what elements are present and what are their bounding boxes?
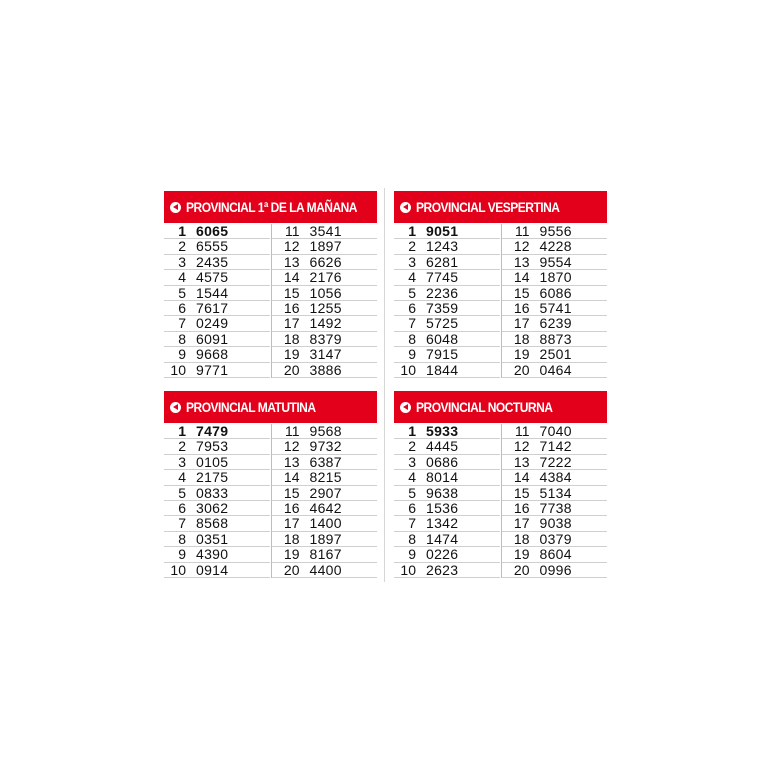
result-position: 2 bbox=[178, 238, 186, 255]
result-row bbox=[394, 301, 500, 316]
result-number: 9638 bbox=[426, 484, 459, 501]
result-number: 2176 bbox=[309, 269, 342, 286]
result-number: 1897 bbox=[309, 238, 342, 255]
result-row bbox=[502, 332, 608, 347]
result-row bbox=[502, 455, 608, 470]
results-panel bbox=[164, 391, 377, 578]
result-number: 4390 bbox=[196, 546, 229, 563]
result-row bbox=[272, 255, 378, 270]
result-position: 15 bbox=[513, 284, 530, 301]
result-number: 6048 bbox=[426, 330, 459, 347]
result-position: 15 bbox=[513, 484, 530, 501]
result-position: 1 bbox=[408, 423, 416, 439]
result-number: 8873 bbox=[539, 330, 572, 347]
result-row bbox=[502, 363, 608, 378]
result-position: 16 bbox=[513, 499, 530, 516]
arrow-left-icon bbox=[170, 402, 181, 413]
arrow-left-icon bbox=[400, 202, 411, 213]
result-number: 9554 bbox=[539, 253, 572, 270]
result-row bbox=[164, 363, 270, 378]
winning-number: 9051 bbox=[426, 223, 459, 239]
result-row bbox=[394, 547, 500, 562]
arrow-left-icon bbox=[170, 202, 181, 213]
result-row bbox=[394, 532, 500, 547]
result-row bbox=[272, 486, 378, 501]
result-number: 6387 bbox=[309, 453, 342, 470]
result-row bbox=[394, 424, 500, 439]
result-position: 6 bbox=[408, 499, 416, 516]
result-position: 18 bbox=[513, 530, 530, 547]
panel-header bbox=[394, 191, 607, 223]
result-row bbox=[394, 501, 500, 516]
result-row bbox=[394, 270, 500, 285]
result-row bbox=[502, 547, 608, 562]
result-position: 15 bbox=[283, 484, 300, 501]
result-number: 7953 bbox=[196, 438, 229, 455]
result-position: 3 bbox=[408, 453, 416, 470]
result-position: 12 bbox=[513, 438, 530, 455]
result-number: 6091 bbox=[196, 330, 229, 347]
result-row bbox=[272, 501, 378, 516]
result-number: 4400 bbox=[309, 561, 342, 578]
result-number: 1255 bbox=[309, 299, 342, 316]
result-position: 9 bbox=[408, 546, 416, 563]
result-number: 2175 bbox=[196, 469, 229, 486]
result-number: 4642 bbox=[309, 499, 342, 516]
result-row bbox=[272, 239, 378, 254]
result-row bbox=[272, 347, 378, 362]
arrow-left-icon bbox=[400, 402, 411, 413]
result-number: 1870 bbox=[539, 269, 572, 286]
result-row bbox=[502, 286, 608, 301]
result-position: 17 bbox=[283, 315, 300, 332]
result-position: 19 bbox=[513, 546, 530, 563]
result-number: 0105 bbox=[196, 453, 229, 470]
result-position: 20 bbox=[513, 561, 530, 578]
result-position: 7 bbox=[178, 515, 186, 532]
panel-header bbox=[394, 391, 607, 423]
result-row bbox=[394, 563, 500, 578]
result-row bbox=[394, 332, 500, 347]
result-position: 19 bbox=[513, 346, 530, 363]
result-position: 13 bbox=[513, 453, 530, 470]
results-column bbox=[501, 224, 608, 378]
result-number: 9668 bbox=[196, 346, 229, 363]
result-row bbox=[272, 455, 378, 470]
results-column bbox=[164, 224, 270, 378]
result-row bbox=[502, 516, 608, 531]
result-position: 1 bbox=[178, 223, 186, 239]
panel-title: PROVINCIAL VESPERTINA bbox=[416, 199, 560, 215]
result-number: 0379 bbox=[539, 530, 572, 547]
result-number: 2501 bbox=[539, 346, 572, 363]
result-number: 3886 bbox=[309, 361, 342, 378]
result-position: 10 bbox=[400, 561, 416, 578]
panel-title: PROVINCIAL 1ª DE LA MAÑANA bbox=[186, 199, 357, 215]
panel-header bbox=[164, 191, 377, 223]
result-number: 0226 bbox=[426, 546, 459, 563]
result-row bbox=[394, 516, 500, 531]
result-position: 20 bbox=[283, 561, 300, 578]
result-row bbox=[394, 255, 500, 270]
result-row bbox=[502, 224, 608, 239]
result-row bbox=[394, 455, 500, 470]
result-position: 17 bbox=[513, 515, 530, 532]
panel-header bbox=[164, 391, 377, 423]
result-position: 14 bbox=[513, 469, 530, 486]
result-position: 17 bbox=[513, 315, 530, 332]
results-column bbox=[271, 224, 378, 378]
result-number: 4384 bbox=[539, 469, 572, 486]
result-row bbox=[502, 563, 608, 578]
result-position: 18 bbox=[283, 530, 300, 547]
result-row bbox=[164, 239, 270, 254]
result-number: 4445 bbox=[426, 438, 459, 455]
result-position: 11 bbox=[514, 423, 530, 439]
result-row bbox=[164, 547, 270, 562]
result-position: 19 bbox=[283, 346, 300, 363]
result-number: 1400 bbox=[309, 515, 342, 532]
result-row bbox=[272, 332, 378, 347]
result-position: 6 bbox=[408, 299, 416, 316]
result-position: 9 bbox=[178, 546, 186, 563]
result-position: 10 bbox=[400, 361, 416, 378]
result-row bbox=[164, 270, 270, 285]
result-row bbox=[394, 470, 500, 485]
result-position: 13 bbox=[513, 253, 530, 270]
result-position: 12 bbox=[283, 238, 300, 255]
result-row bbox=[164, 332, 270, 347]
result-number: 1056 bbox=[309, 284, 342, 301]
result-position: 8 bbox=[408, 530, 416, 547]
result-number: 4575 bbox=[196, 269, 229, 286]
panel-title: PROVINCIAL NOCTURNA bbox=[416, 399, 553, 415]
panel-title: PROVINCIAL MATUTINA bbox=[186, 399, 316, 415]
result-number: 5134 bbox=[539, 484, 572, 501]
result-row bbox=[502, 239, 608, 254]
result-row bbox=[164, 439, 270, 454]
result-position: 11 bbox=[284, 423, 300, 439]
result-number: 7745 bbox=[426, 269, 459, 286]
result-number: 6281 bbox=[426, 253, 459, 270]
result-row bbox=[164, 301, 270, 316]
result-row bbox=[272, 439, 378, 454]
result-number: 7915 bbox=[426, 346, 459, 363]
result-number: 2623 bbox=[426, 561, 459, 578]
results-panel bbox=[164, 191, 377, 378]
result-row bbox=[394, 347, 500, 362]
result-row bbox=[164, 255, 270, 270]
winning-number: 6065 bbox=[196, 223, 229, 239]
result-number: 4228 bbox=[539, 238, 572, 255]
result-number: 0351 bbox=[196, 530, 229, 547]
result-row bbox=[502, 532, 608, 547]
result-number: 9732 bbox=[309, 438, 342, 455]
result-number: 8014 bbox=[426, 469, 459, 486]
result-row bbox=[164, 455, 270, 470]
result-row bbox=[164, 486, 270, 501]
result-row bbox=[502, 255, 608, 270]
result-number: 2435 bbox=[196, 253, 229, 270]
results-column bbox=[501, 424, 608, 578]
result-number: 8167 bbox=[309, 546, 342, 563]
result-number: 6626 bbox=[309, 253, 342, 270]
result-position: 3 bbox=[408, 253, 416, 270]
result-position: 4 bbox=[178, 469, 186, 486]
result-position: 16 bbox=[283, 499, 300, 516]
result-number: 0914 bbox=[196, 561, 229, 578]
result-number: 8568 bbox=[196, 515, 229, 532]
result-number: 6086 bbox=[539, 284, 572, 301]
result-row bbox=[272, 301, 378, 316]
result-row bbox=[272, 547, 378, 562]
result-position: 7 bbox=[408, 315, 416, 332]
result-row bbox=[502, 316, 608, 331]
result-row bbox=[164, 224, 270, 239]
result-row bbox=[272, 532, 378, 547]
result-position: 18 bbox=[513, 330, 530, 347]
result-row bbox=[272, 286, 378, 301]
result-row bbox=[394, 363, 500, 378]
result-row bbox=[272, 316, 378, 331]
result-row bbox=[164, 532, 270, 547]
result-position: 11 bbox=[284, 223, 300, 239]
result-number: 8379 bbox=[309, 330, 342, 347]
result-position: 12 bbox=[513, 238, 530, 255]
result-number: 9568 bbox=[309, 423, 342, 439]
result-position: 5 bbox=[408, 284, 416, 301]
result-row bbox=[164, 516, 270, 531]
results-column bbox=[394, 424, 500, 578]
result-position: 4 bbox=[178, 269, 186, 286]
result-position: 10 bbox=[170, 361, 186, 378]
result-number: 6239 bbox=[539, 315, 572, 332]
result-position: 10 bbox=[170, 561, 186, 578]
result-row bbox=[394, 439, 500, 454]
result-row bbox=[164, 470, 270, 485]
result-number: 7617 bbox=[196, 299, 229, 316]
result-position: 14 bbox=[283, 269, 300, 286]
result-position: 2 bbox=[408, 238, 416, 255]
result-position: 2 bbox=[408, 438, 416, 455]
result-row bbox=[164, 286, 270, 301]
result-position: 8 bbox=[178, 530, 186, 547]
results-column bbox=[394, 224, 500, 378]
result-position: 8 bbox=[178, 330, 186, 347]
result-position: 17 bbox=[283, 515, 300, 532]
result-number: 7359 bbox=[426, 299, 459, 316]
result-row bbox=[502, 347, 608, 362]
result-position: 5 bbox=[178, 284, 186, 301]
result-position: 15 bbox=[283, 284, 300, 301]
result-position: 9 bbox=[178, 346, 186, 363]
result-position: 12 bbox=[283, 438, 300, 455]
result-position: 6 bbox=[178, 299, 186, 316]
result-number: 1474 bbox=[426, 530, 459, 547]
result-position: 13 bbox=[283, 453, 300, 470]
result-number: 8215 bbox=[309, 469, 342, 486]
result-number: 9771 bbox=[196, 361, 229, 378]
result-position: 7 bbox=[178, 315, 186, 332]
result-row bbox=[502, 501, 608, 516]
result-row bbox=[502, 486, 608, 501]
result-number: 2236 bbox=[426, 284, 459, 301]
result-number: 0996 bbox=[539, 561, 572, 578]
result-position: 16 bbox=[513, 299, 530, 316]
result-number: 7142 bbox=[539, 438, 572, 455]
result-row bbox=[394, 239, 500, 254]
result-position: 14 bbox=[283, 469, 300, 486]
result-row bbox=[164, 316, 270, 331]
result-number: 1536 bbox=[426, 499, 459, 516]
result-number: 3062 bbox=[196, 499, 229, 516]
result-row bbox=[502, 270, 608, 285]
result-number: 7738 bbox=[539, 499, 572, 516]
result-row bbox=[394, 486, 500, 501]
winning-number: 7479 bbox=[196, 423, 229, 439]
center-divider bbox=[384, 188, 385, 582]
result-number: 3541 bbox=[309, 223, 342, 239]
result-row bbox=[272, 270, 378, 285]
results-column bbox=[164, 424, 270, 578]
result-position: 4 bbox=[408, 269, 416, 286]
result-position: 5 bbox=[178, 484, 186, 501]
result-number: 1342 bbox=[426, 515, 459, 532]
result-position: 7 bbox=[408, 515, 416, 532]
result-number: 6555 bbox=[196, 238, 229, 255]
result-number: 5741 bbox=[539, 299, 572, 316]
result-position: 19 bbox=[283, 546, 300, 563]
result-number: 0833 bbox=[196, 484, 229, 501]
result-position: 6 bbox=[178, 499, 186, 516]
result-row bbox=[272, 516, 378, 531]
result-row bbox=[272, 424, 378, 439]
result-number: 3147 bbox=[309, 346, 342, 363]
result-position: 2 bbox=[178, 438, 186, 455]
results-panel bbox=[394, 391, 607, 578]
winning-number: 5933 bbox=[426, 423, 459, 439]
result-number: 8604 bbox=[539, 546, 572, 563]
result-position: 8 bbox=[408, 330, 416, 347]
result-number: 1844 bbox=[426, 361, 459, 378]
result-position: 3 bbox=[178, 453, 186, 470]
result-number: 9556 bbox=[539, 223, 572, 239]
result-number: 1897 bbox=[309, 530, 342, 547]
result-position: 4 bbox=[408, 469, 416, 486]
result-number: 0249 bbox=[196, 315, 229, 332]
result-row bbox=[164, 563, 270, 578]
result-position: 14 bbox=[513, 269, 530, 286]
result-position: 9 bbox=[408, 346, 416, 363]
result-number: 1492 bbox=[309, 315, 342, 332]
result-row bbox=[272, 470, 378, 485]
result-position: 18 bbox=[283, 330, 300, 347]
result-position: 20 bbox=[283, 361, 300, 378]
result-row bbox=[502, 470, 608, 485]
result-number: 1544 bbox=[196, 284, 229, 301]
result-position: 1 bbox=[408, 223, 416, 239]
result-position: 16 bbox=[283, 299, 300, 316]
result-row bbox=[272, 224, 378, 239]
result-number: 7222 bbox=[539, 453, 572, 470]
result-number: 0464 bbox=[539, 361, 572, 378]
result-row bbox=[272, 363, 378, 378]
result-row bbox=[502, 424, 608, 439]
result-row bbox=[164, 347, 270, 362]
result-position: 3 bbox=[178, 253, 186, 270]
result-row bbox=[394, 316, 500, 331]
result-row bbox=[272, 563, 378, 578]
result-number: 1243 bbox=[426, 238, 459, 255]
result-row bbox=[394, 224, 500, 239]
result-number: 7040 bbox=[539, 423, 572, 439]
result-position: 20 bbox=[513, 361, 530, 378]
results-column bbox=[271, 424, 378, 578]
result-number: 5725 bbox=[426, 315, 459, 332]
result-position: 5 bbox=[408, 484, 416, 501]
result-position: 11 bbox=[514, 223, 530, 239]
result-position: 13 bbox=[283, 253, 300, 270]
results-panel bbox=[394, 191, 607, 378]
result-number: 2907 bbox=[309, 484, 342, 501]
result-number: 9038 bbox=[539, 515, 572, 532]
result-position: 1 bbox=[178, 423, 186, 439]
result-row bbox=[502, 301, 608, 316]
result-row bbox=[164, 424, 270, 439]
result-row bbox=[502, 439, 608, 454]
result-row bbox=[164, 501, 270, 516]
result-number: 0686 bbox=[426, 453, 459, 470]
result-row bbox=[394, 286, 500, 301]
